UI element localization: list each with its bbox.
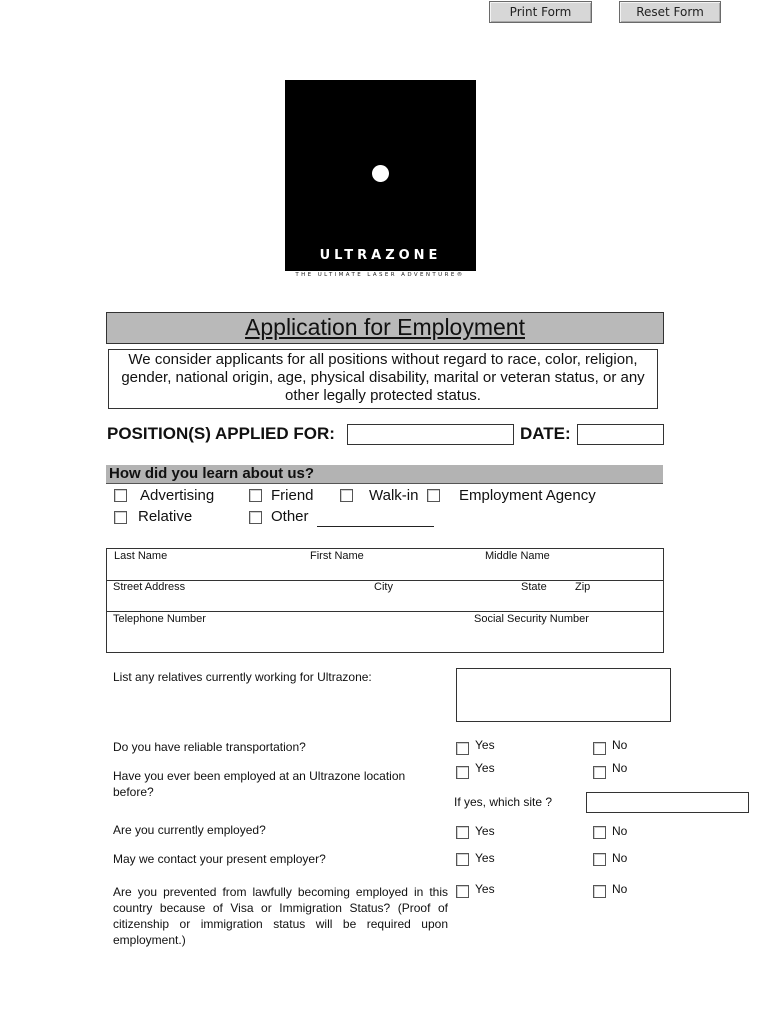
other-label: Other [271,508,309,525]
walk-in-checkbox[interactable] [340,489,353,502]
immigration-yes-checkbox[interactable] [456,885,469,898]
logo-wordmark: ULTRAZONE [319,248,442,263]
contact-employer-question: May we contact your present employer? [113,852,326,866]
other-checkbox[interactable] [249,511,262,524]
employed-before-no-checkbox[interactable] [593,766,606,779]
transportation-no-checkbox[interactable] [593,742,606,755]
which-site-label: If yes, which site ? [454,795,553,809]
logo-dot [372,165,389,182]
state-label: State [521,581,547,593]
contact-employer-no-label: No [612,851,628,865]
date-label: DATE: [520,424,571,443]
employment-agency-checkbox[interactable] [427,489,440,502]
position-label: POSITION(S) APPLIED FOR: [107,424,335,443]
middle-name-label: Middle Name [485,550,550,562]
relatives-input[interactable] [456,668,671,722]
transportation-yes-checkbox[interactable] [456,742,469,755]
friend-checkbox[interactable] [249,489,262,502]
immigration-no-label: No [612,882,628,896]
employed-before-yes-checkbox[interactable] [456,766,469,779]
immigration-question: Are you prevented from lawfully becoming employed in this country because of Visa or Immigration Status? (Proof of citizenship or immigration status will be required upon employment.) [113,885,448,947]
date-input[interactable] [577,424,664,445]
contact-employer-yes-label: Yes [475,851,495,865]
friend-label: Friend [271,487,314,504]
employment-agency-label: Employment Agency [459,487,596,504]
city-label: City [374,581,393,593]
advertising-label: Advertising [140,487,215,504]
street-address-label: Street Address [113,581,186,593]
transportation-question: Do you have reliable transportation? [113,740,306,754]
relative-checkbox[interactable] [114,511,127,524]
currently-employed-yes-label: Yes [475,824,495,838]
employed-before-question: Have you ever been employed at an Ultrazone location before? [113,769,406,799]
relative-label: Relative [138,508,193,525]
page-title: Application for Employment [245,314,525,340]
reset-form-button[interactable]: Reset Form [619,1,721,23]
print-form-button[interactable]: Print Form [489,1,592,23]
logo-tagline: THE ULTIMATE LASER ADVENTURE® [295,272,465,278]
employed-before-yes-label: Yes [475,761,495,775]
first-name-label: First Name [310,550,364,562]
contact-employer-yes-checkbox[interactable] [456,853,469,866]
walk-in-label: Walk-in [369,487,419,504]
table-divider [106,611,663,612]
position-input[interactable] [347,424,514,445]
immigration-no-checkbox[interactable] [593,885,606,898]
immigration-yes-label: Yes [475,882,495,896]
currently-employed-no-checkbox[interactable] [593,826,606,839]
contact-employer-no-checkbox[interactable] [593,853,606,866]
last-name-label: Last Name [114,550,168,562]
which-site-input[interactable] [586,792,749,813]
currently-employed-yes-checkbox[interactable] [456,826,469,839]
transportation-no-label: No [612,738,628,752]
zip-label: Zip [575,581,591,593]
learn-heading: How did you learn about us? [109,465,315,482]
equal-opportunity-notice: We consider applicants for all positions without regard to race, color, religion, gender, national origin, age, physical disability, marital or veteran status, or any other legally protected status. [108,349,658,409]
currently-employed-no-label: No [612,824,628,838]
relatives-question: List any relatives currently working for Ultrazone: [113,670,372,684]
ssn-label: Social Security Number [474,613,589,625]
currently-employed-question: Are you currently employed? [113,823,266,837]
other-input-line[interactable] [317,526,434,527]
employed-before-no-label: No [612,761,628,775]
applicant-info-table [106,548,664,653]
telephone-label: Telephone Number [113,613,206,625]
advertising-checkbox[interactable] [114,489,127,502]
transportation-yes-label: Yes [475,738,495,752]
